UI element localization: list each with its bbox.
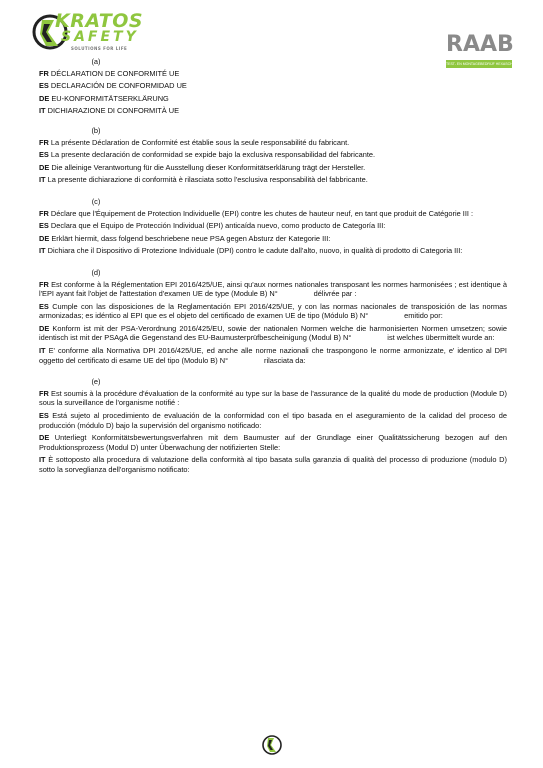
- line-text: Die alleinige Verantwortung für die Ausstellung dieser Konformitätserklärung trägt der Hersteller.: [51, 162, 366, 172]
- kratos-footer-icon: [261, 734, 283, 756]
- section-b: [39, 126, 507, 185]
- line-text: Déclare que l'Équipement de Protection Individuelle (EPI) contre les chutes de hauteur neuf, en tant que produit de Catégorie III :: [50, 208, 474, 218]
- kratos-logo: [55, 12, 143, 51]
- line-de: [39, 433, 507, 452]
- line-fr: [39, 69, 507, 79]
- line-text: Konform ist mit der PSA-Verordnung 2016/425/EU, sowie der nationalen Normen welche die harmonisierten Normen umsetzen; sowie identisch ist mit der PSAgA die Gegenstand des EU-Baumusterprüfbescheinigung (Modul B) N°: [39, 323, 507, 343]
- lang-code: DE: [39, 162, 50, 172]
- line-it: [39, 346, 507, 365]
- line-text: È sottoposto alla procedura di valutazione della conformità al tipo basata sulla garanzia di qualità del processo di produzione (modulo D) sotto la sorveglianza dell'organismo notificato:: [39, 455, 507, 474]
- lang-code: IT: [39, 346, 46, 356]
- line-de: [39, 324, 507, 343]
- line-text: Erklärt hiermit, dass folgend beschriebene neue PSA gegen Absturz der Kategorie III:: [51, 233, 331, 243]
- line-text: Dichiara che il Dispositivo di Protezione Individuale (DPI) contro le cadute dall'alto, nuovo, in qualità di prodotto di Categoria III:: [47, 246, 463, 256]
- line-fr: [39, 280, 507, 299]
- lang-code: DE: [39, 323, 50, 333]
- line-de: [39, 94, 507, 104]
- lang-code: DE: [39, 93, 50, 103]
- lang-code: ES: [39, 411, 49, 421]
- line-text: La presente declaración de conformidad se expide bajo la exclusiva responsabilidad del fabricante.: [50, 150, 376, 160]
- line-tail: rilasciata da:: [264, 355, 306, 365]
- section-d: [39, 268, 507, 365]
- line-es: [39, 221, 507, 231]
- line-es: [39, 150, 507, 160]
- lang-code: FR: [39, 279, 49, 289]
- line-text: Est soumis à la procédure d'évaluation de la conformité au type sur la base de l'assurance de la qualité du mode de production (Module D) sous la surveillance de l'organisme notifié :: [39, 388, 507, 408]
- line-fr: [39, 209, 507, 219]
- section-label: (d): [91, 267, 101, 277]
- line-text: DECLARACIÓN DE CONFORMIDAD UE: [50, 81, 187, 91]
- line-text: DÉCLARATION DE CONFORMITÉ UE: [50, 68, 180, 78]
- lang-code: FR: [39, 68, 49, 78]
- lang-code: FR: [39, 388, 49, 398]
- lang-code: IT: [39, 455, 46, 465]
- kratos-tagline: SOLUTIONS FOR LIFE: [71, 46, 128, 51]
- lang-code: DE: [39, 233, 50, 243]
- section-e: [39, 377, 507, 474]
- lang-code: ES: [39, 81, 49, 91]
- line-de: [39, 163, 507, 173]
- line-es: [39, 302, 507, 321]
- lang-code: IT: [39, 106, 46, 116]
- lang-code: IT: [39, 175, 46, 185]
- line-text: Declara que el Equipo de Protección Individual (EPI) anticaída nuevo, como producto de Categoría III:: [50, 221, 386, 231]
- line-text: EU-KONFORMITÄTSERKLÄRUNG: [51, 93, 169, 103]
- line-de: [39, 234, 507, 244]
- section-c: [39, 197, 507, 256]
- declaration-body: [39, 57, 507, 478]
- line-text: Cumple con las disposiciones de la Reglamentación EPI 2016/425/UE, y con las normas nacionales de transposición de las normas armonizadas; es idéntico al EPI que es el objeto del certificado de examen UE de tipo (Módulo B) N°: [39, 301, 507, 321]
- section-label: (c): [91, 196, 101, 206]
- line-fr: [39, 138, 507, 148]
- line-text: La présente Déclaration de Conformité est établie sous la seule responsabilité du fabricant.: [50, 137, 350, 147]
- lang-code: FR: [39, 208, 49, 218]
- line-tail: délivrée par :: [313, 289, 357, 299]
- section-label: (b): [91, 125, 101, 135]
- line-text: Está sujeto al procedimiento de evaluación de la conformidad con el tipo basada en el aseguramiento de la calidad del proceso de producción (módulo D) bajo la supervisión del organismo notificado:: [39, 411, 507, 430]
- line-it: [39, 106, 507, 116]
- kratos-sub: SAFETY: [61, 29, 139, 45]
- section-label: (e): [91, 377, 101, 387]
- line-text: DICHIARAZIONE DI CONFORMITÀ UE: [47, 106, 180, 116]
- line-es: [39, 411, 507, 430]
- section-a: [39, 57, 507, 116]
- line-tail: ist welches übermittelt wurde an:: [387, 333, 495, 343]
- section-label: (a): [91, 57, 101, 66]
- kratos-brand: KRATOS: [55, 10, 144, 32]
- line-es: [39, 81, 507, 91]
- line-it: [39, 246, 507, 256]
- lang-code: ES: [39, 301, 49, 311]
- line-fr: [39, 389, 507, 408]
- lang-code: ES: [39, 221, 49, 231]
- line-text: Est conforme à la Réglementation EPI 2016/425/UE, ainsi qu'aux normes nationales transposant les normes harmonisées ; est identique à l'EPI ayant fait l'objet de l'attestation d'examen UE de type (Module B) N°: [39, 279, 507, 299]
- lang-code: FR: [39, 137, 49, 147]
- line-it: [39, 175, 507, 185]
- line-tail: emitido por:: [404, 311, 443, 321]
- line-it: [39, 455, 507, 474]
- raab-logo: RAAB: [446, 32, 514, 57]
- line-text: E' conforme alla Normativa DPI 2016/425/UE, ed anche alle norme nazionali che traspongono le norme armonizzate, e' identico al DPI oggetto del certificato di esame UE del tipo (Modulo B) N°: [39, 346, 507, 365]
- line-text: Unterliegt Konformitätsbewertungsverfahren mit dem Baumuster auf der Grundlage einer Qualitätssicherung bezogen auf den Produktionsprozess (Modul D) unter Überwachung der notifizierten Stelle:: [39, 433, 508, 452]
- line-text: La presente dichiarazione di conformità è rilasciata sotto l'esclusiva responsabilità del fabbricante.: [47, 175, 368, 185]
- lang-code: ES: [39, 150, 49, 160]
- raab-tagline: TEST- EN MONTAGEBEDRIJF HEXASCHLIET: [446, 62, 521, 66]
- lang-code: DE: [39, 433, 50, 443]
- lang-code: IT: [39, 246, 46, 256]
